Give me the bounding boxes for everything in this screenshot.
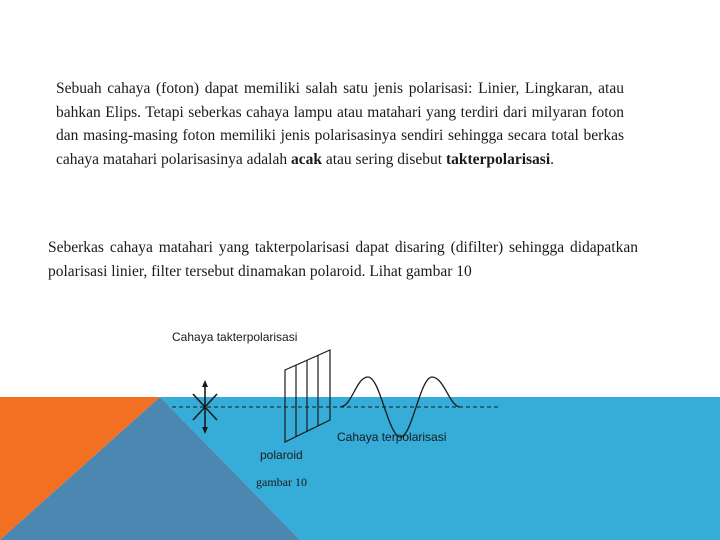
bold-term-takterpolarisasi: takterpolarisasi — [445, 150, 551, 168]
polaroid-filter — [285, 350, 330, 442]
paragraph-text: Sebuah cahaya (foton) dapat memiliki salah satu jenis polarisasi: Linier, Lingkaran, atau bahkan Elips. Tetapi seberkas cahaya lampu atau matahari yang terdiri dari milyaran foton dan masing-masing foton memiliki jenis polarisasinya sendiri sehingga secara total berkas cahaya matahari polarisasinya adalah — [56, 80, 624, 168]
paragraph-text: . — [550, 150, 555, 168]
label-polarized-light: Cahaya terpolarisasi — [337, 430, 447, 444]
label-polaroid: polaroid — [260, 448, 303, 462]
paragraph-text: atau sering disebut — [321, 150, 446, 168]
paragraph-polaroid-filter: Seberkas cahaya matahari yang takterpolarisasi dapat disaring (difilter) sehingga didapatkan polarisasi linier, filter tersebut dinamakan polaroid. Lihat gambar 10 — [48, 239, 638, 280]
bold-term-acak: acak — [290, 150, 322, 168]
figure-caption: gambar 10 — [256, 475, 307, 489]
label-unpolarized-light: Cahaya takterpolarisasi — [172, 330, 298, 344]
